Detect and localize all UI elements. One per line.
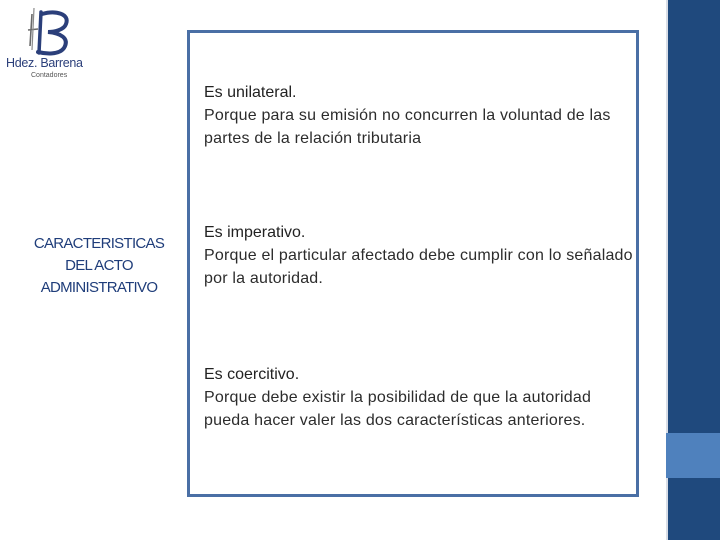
decorative-side-accent <box>666 433 720 478</box>
characteristic-item <box>204 81 636 150</box>
company-logo <box>4 6 90 90</box>
logo-name: Hdez. Barrena <box>6 56 83 70</box>
section-title-line: DEL ACTO <box>65 257 133 274</box>
logo-subtitle: Contadores <box>31 72 68 79</box>
logo-mark-icon <box>4 6 84 58</box>
characteristic-heading: Es unilateral. <box>204 84 297 101</box>
characteristic-item <box>204 221 636 290</box>
characteristic-text: Porque para su emisión no concurren la voluntad de las partes de la relación tributaria <box>204 107 611 147</box>
characteristic-heading: Es coercitivo. <box>204 366 300 383</box>
section-title <box>20 233 178 299</box>
characteristic-text: Porque el particular afectado debe cumplir con lo señalado por la autoridad. <box>204 247 633 287</box>
characteristic-heading: Es imperativo. <box>204 224 306 241</box>
content-box <box>187 30 639 497</box>
section-title-line: ADMINISTRATIVO <box>40 279 158 296</box>
characteristic-text: Porque debe existir la posibilidad de que la autoridad pueda hacer valer las dos características anteriores. <box>204 389 592 429</box>
characteristic-item <box>204 363 636 432</box>
section-title-line: CARACTERISTICAS <box>33 235 165 252</box>
